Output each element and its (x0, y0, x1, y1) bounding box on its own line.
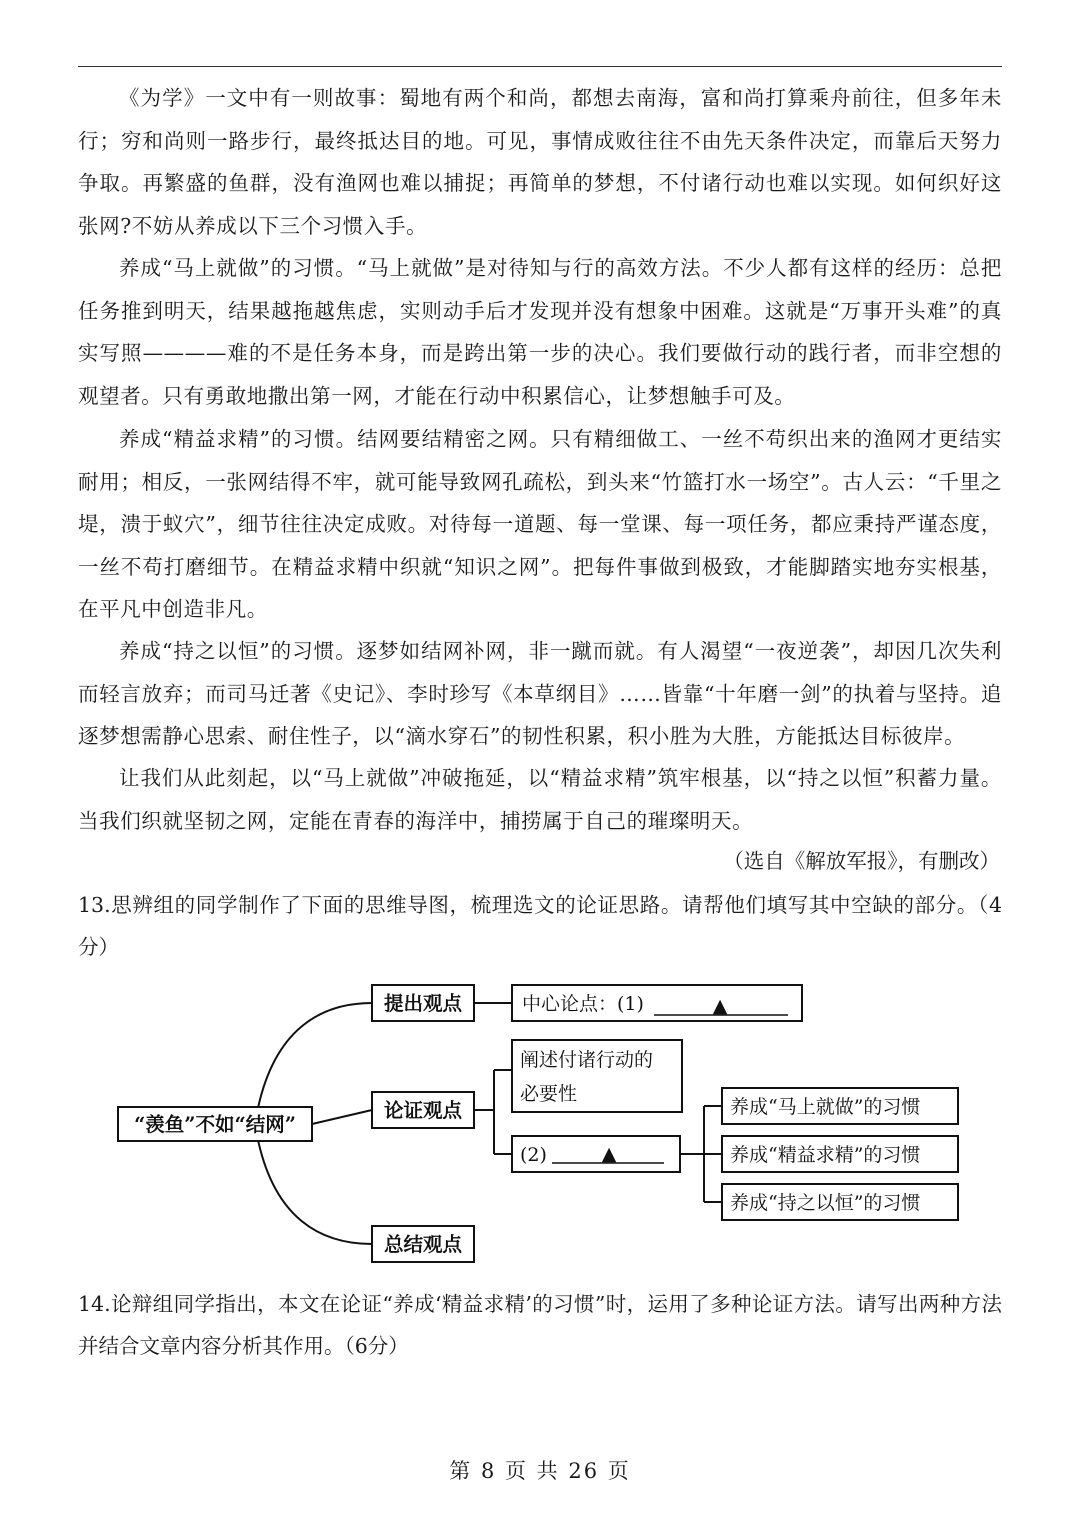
connector-root-to-summary (258, 1140, 372, 1244)
blank-2-marker: ▲ (601, 1143, 617, 1165)
elaborate-line-1: 阐述付诸行动的 (520, 1049, 654, 1071)
passage-paragraph-3: 养成“精益求精”的习惯。结网要结精密之网。只有精细做工、一丝不苟织出来的渔网才更结实耐用；相反，一张网结得不牢，就可能导致网孔疏松，到头来“竹篮打水一场空”。古人云：“千里之堤，溃于蚁穴”，细节往往决定成败。对待每一道题、每一堂课、每一项任务，都应秉持严谨态度，一丝不苟打磨细节。在精益求精中织就“知识之网”。把每件事做到极致，才能脚踏实地夯实根基，在平凡中创造非凡。 (78, 427, 1002, 621)
passage-source: （选自《解放军报》，有删改） (723, 849, 1000, 873)
passage-paragraph-2: 养成“马上就做”的习惯。“马上就做”是对待知与行的高效方法。不少人都有这样的经历：总把任务推到明天，结果越拖越焦虑，实则动手后才发现并没有想象中困难。这就是“万事开头难”的真实写照————难的不是任务本身，而是跨出第一步的决心。我们要做行动的践行者，而非空想的观望者。只有勇敢地撒出第一网，才能在行动中积累信心，让梦想触手可及。 (78, 256, 1002, 408)
habit-label-3: 养成“持之以恒”的习惯 (730, 1192, 921, 1214)
passage-paragraph-4: 养成“持之以恒”的习惯。逐梦如结网补网，非一蹴而就。有人渴望“一夜逆袭”，却因几次失利而轻言放弃；而司马迁著《史记》、李时珍写《本草纲目》……皆靠“十年磨一剑”的执着与坚持。追逐梦想需静心思索、耐住性子，以“滴水穿石”的韧性积累，积小胜为大胜，方能抵达目标彼岸。 (78, 639, 1002, 748)
blank-2-label: (2) (520, 1144, 547, 1166)
elaborate-line-2: 必要性 (520, 1083, 578, 1105)
question-13: 13.思辨组的同学制作了下面的思维导图，梳理选文的论证思路。请帮他们填写其中空缺的部分。（4分） (78, 893, 1002, 959)
propose-label: 提出观点 (383, 992, 463, 1015)
central-claim-label: 中心论点：(1) (522, 993, 644, 1015)
blank-1-marker: ▲ (712, 995, 728, 1017)
question-14: 14.论辩组同学指出，本文在论证“养成‘精益求精’的习惯”时，运用了多种论证方法。请写出两种方法并结合文章内容分析其作用。（6分） (78, 1292, 1002, 1358)
argue-label: 论证观点 (383, 1099, 463, 1122)
passage-paragraph-5: 让我们从此刻起，以“马上就做”冲破拖延，以“精益求精”筑牢根基，以“持之以恒”积蓄力量。当我们织就坚韧之网，定能在青春的海洋中，捕捞属于自己的璀璨明天。 (78, 766, 1002, 833)
summary-label: 总结观点 (383, 1233, 463, 1256)
passage-paragraph-1: 《为学》一文中有一则故事：蜀地有两个和尚，都想去南海，富和尚打算乘舟前往，但多年未行；穷和尚则一路步行，最终抵达目的地。可见，事情成败往往不由先天条件决定，而靠后天努力争取。再繁盛的鱼群，没有渔网也难以捕捉；再简单的梦想，不付诸行动也难以实现。如何织好这张网?不妨从养成以下三个习惯入手。 (78, 86, 1002, 238)
connector-root-to-propose (258, 1003, 372, 1108)
habit-label-2: 养成“精益求精”的习惯 (730, 1144, 921, 1166)
page-number: 第 8 页 共 26 页 (449, 1459, 631, 1483)
habit-label-1: 养成“马上就做”的习惯 (730, 1096, 921, 1118)
root-label: “羡鱼”不如“结网” (134, 1113, 296, 1136)
connector-root-to-argue (312, 1110, 372, 1124)
